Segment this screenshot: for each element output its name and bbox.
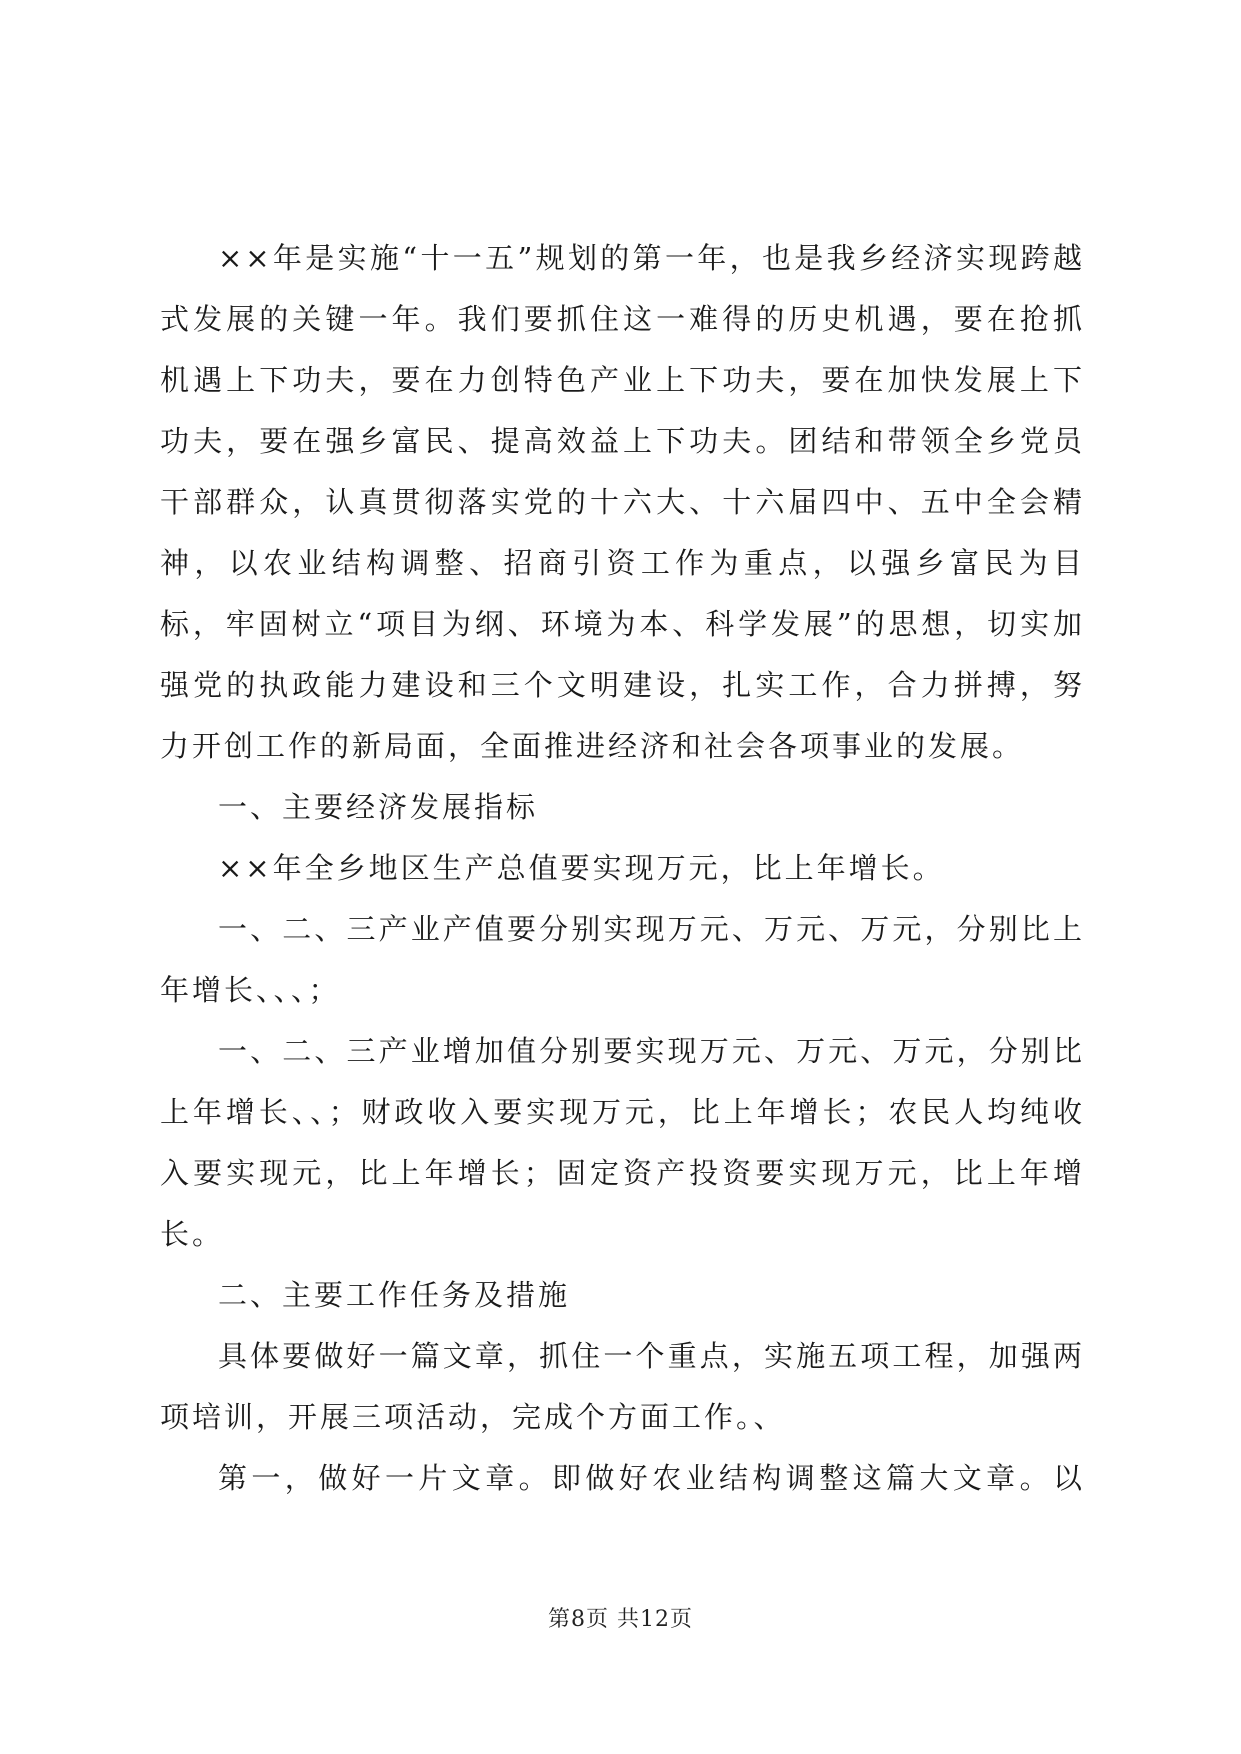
paragraph-industry-output: 一、二、三产业产值要分别实现万元、万元、万元，分别比上年增长、、、； bbox=[160, 912, 1085, 1007]
paragraph-gdp-target: ××年全乡地区生产总值要实现万元，比上年增长。 bbox=[218, 851, 945, 885]
paragraph-intro: ××年是实施“十一五”规划的第一年，也是我乡经济实现跨越式发展的关键一年。我们要抓住这一难得的历史机遇，要在抢抓机遇上下功夫，要在力创特色产业上下功夫，要在加快发展上下功夫，要在强乡富民、提高效益上下功夫。团结和带领全乡党员干部群众，认真贯彻落实党的十六大、十六届四中、五中全会精神，以农业结构调整、招商引资工作为重点，以强乡富民为目标，牢固树立“项目为纲、环境为本、科学发展”的思想，切实加强党的执政能力建设和三个文明建设，扎实工作，合力拼搏，努力开创工作的新局面，全面推进经济和社会各项事业的发展。 bbox=[160, 241, 1085, 763]
document-body bbox=[160, 228, 1085, 1509]
paragraph-value-added: 一、二、三产业增加值分别要实现万元、万元、万元，分别比上年增长、、；财政收入要实现万元，比上年增长；农民人均纯收入要实现元，比上年增长；固定资产投资要实现万元，比上年增长。 bbox=[160, 1034, 1085, 1251]
heading-tasks-measures: 二、主要工作任务及措施 bbox=[218, 1278, 571, 1312]
heading-economic-indicators: 一、主要经济发展指标 bbox=[218, 790, 539, 824]
paragraph-task-overview: 具体要做好一篇文章，抓住一个重点，实施五项工程，加强两项培训，开展三项活动，完成个方面工作。、 bbox=[160, 1339, 1085, 1434]
page-number-footer: 第8页 共12页 bbox=[548, 1607, 693, 1632]
paragraph-first-task: 第一，做好一片文章。即做好农业结构调整这篇大文章。以 bbox=[218, 1461, 1085, 1495]
